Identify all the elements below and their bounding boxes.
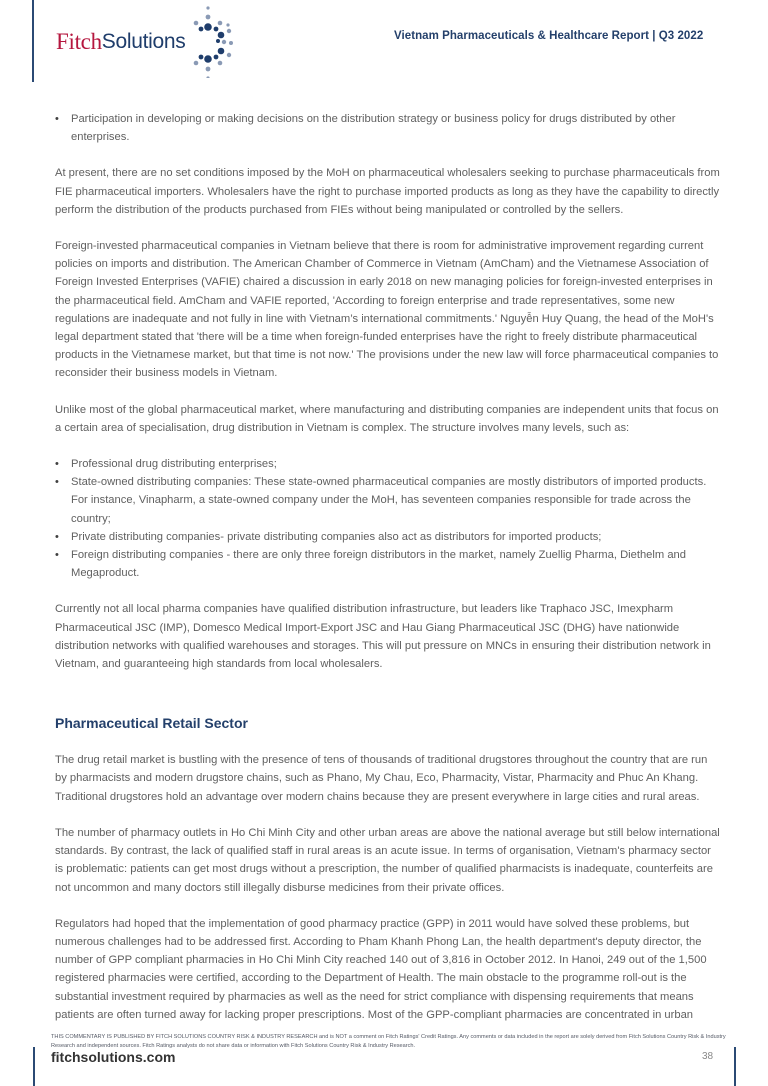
list-item: • State-owned distributing companies: These state-owned pharmaceutical companies are mostly distributors of imported products. For instance, Vinapharm, a state-owned company under the MoH, has seventeen companies responsible for trade across the country; [55,473,720,528]
footer-right-rule [734,1047,736,1086]
list-item: • Professional drug distributing enterprises; [55,455,720,473]
list-item: • Private distributing companies- private distributing companies also act as distributors for imported products; [55,528,720,546]
list-item: • Foreign distributing companies - there are only three foreign distributors in the market, namely Zuellig Pharma, Diethelm and Megaproduct. [55,546,720,582]
header-left-rule [32,0,34,82]
paragraph-drug-retail: The drug retail market is bustling with the presence of tens of thousands of traditional drugstores throughout the country that are run by pharmacists and modern drugstore chains, such as Phano, My Chau, Eco, Pharmacity, Vistar, Pharmacity and Phuc An Khang. Traditional drugstores hold an advantage over modern chains because they are present everywhere in large cities and rural areas. [55,754,708,803]
starburst-dots-icon [180,2,236,78]
fitch-solutions-logo [56,22,185,62]
paragraph-distribution-structure: Unlike most of the global pharmaceutical market, where manufacturing and distributing companies are independent units that focus on a certain area of specialisation, drug distribution in Vietnam is complex. The structure involves many levels, such as: [55,403,719,434]
list-item: • Participation in developing or making decisions on the distribution strategy or business policy for drugs distributed by other enterprises. [55,110,720,146]
section-heading-retail: Pharmaceutical Retail Sector [55,715,248,732]
logo-text-solutions: Solutions [101,30,186,53]
top-bullet-list [55,110,720,146]
footer-left-rule [33,1047,35,1086]
logo-text-fitch: Fitch [56,29,102,54]
report-body [55,110,720,1042]
report-title: Vietnam Pharmaceuticals & Healthcare Report | Q3 2022 [394,30,704,42]
paragraph-pharmacy-outlets: The number of pharmacy outlets in Ho Chi Minh City and other urban areas are above the national average but still below international standards. By contrast, the lack of qualified staff in rural areas is an acute issue. In terms of organisation, Vietnam's pharmacy sector is problematic: patients can get most drugs without a prescription, the number of qualified pharmacists is inadequate, counterfeits are not uncommon and many doctors still illegally disburse medicines from their private offices. [55,826,720,894]
distribution-levels-list [55,455,720,582]
paragraph-foreign-invested: Foreign-invested pharmaceutical companies in Vietnam believe that there is room for administrative improvement regarding current policies on imports and distribution. The American Chamber of Commerce in Vietnam (AmCham) and the Vietnamese Association of Foreign Invested Enterprises (VAFIE) chaired a discussion in early 2018 on new managing policies for foreign-invested enterprises in the pharmaceutical field. AmCham and VAFIE reported, 'According to foreign enterprise and trade representatives, some new regulations are inadequate and not fully in line with Vietnam’s international commitments.' Nguyễn Huy Quang, the head of the MoH's legal department stated that 'there will be a time when foreign-funded enterprises have the right to freely distribute pharmaceutical products in the Vietnamese market, but that time is not now.' The provisions under the new law will force pharmaceutical companies to reconsider their business models in Vietnam. [55,240,719,380]
paragraph-wholesalers: At present, there are no set conditions imposed by the MoH on pharmaceutical wholesalers seeking to purchase pharmaceuticals from FIE pharmaceutical importers. Wholesalers have the right to purchase imported products as long as they have the capability to directly perform the distribution of the products purchased from FIEs without being manipulated or controlled by the sellers. [55,167,720,216]
paragraph-local-pharma: Currently not all local pharma companies have qualified distribution infrastructure, but leaders like Traphaco JSC, Imexpharm Pharmaceutical JSC (IMP), Domesco Medical Import-Export JSC and Hau Giang Pharmaceutical JSC (DHG) have nationwide distribution networks with qualified warehouses and storages. This will put pressure on MNCs in ensuring their distribution network in Vietnam, and guaranteeing high standards from local wholesalers. [55,603,711,671]
footer-disclaimer: THIS COMMENTARY IS PUBLISHED BY FITCH SOLUTIONS COUNTRY RISK & INDUSTRY RESEARCH and is NOT a comment on Fitch Ratings' Credit Ratings. Any comments or data included in the report are solely derived from Fitch Solutions Country Risk & Industry Research and independent sources. Fitch Ratings analysts do not share data or information with Fitch Solutions Country Risk & Industry Research. [51,1033,731,1051]
footer-website-link[interactable]: fitchsolutions.com [51,1049,176,1065]
page-number: 38 [702,1051,714,1062]
paragraph-gpp: Regulators had hoped that the implementation of good pharmacy practice (GPP) in 2011 would have solved these problems, but numerous challenges had to be addressed first. According to Pham Khanh Phong Lan, the health department's deputy director, the number of GPP compliant pharmacies in Ho Chi Minh City reached 140 out of 3,816 in October 2012. In Hanoi, 249 out of the 1,500 registered pharmacies were certified, according to the Department of Health. The main obstacle to the programme roll-out is the substantial investment required by pharmacies as well as the need for strict compliance with dispensing requirements that means patients are often turned away for lacking proper prescriptions. Most of the GPP-compliant pharmacies are concentrated in urban [55,917,707,1021]
